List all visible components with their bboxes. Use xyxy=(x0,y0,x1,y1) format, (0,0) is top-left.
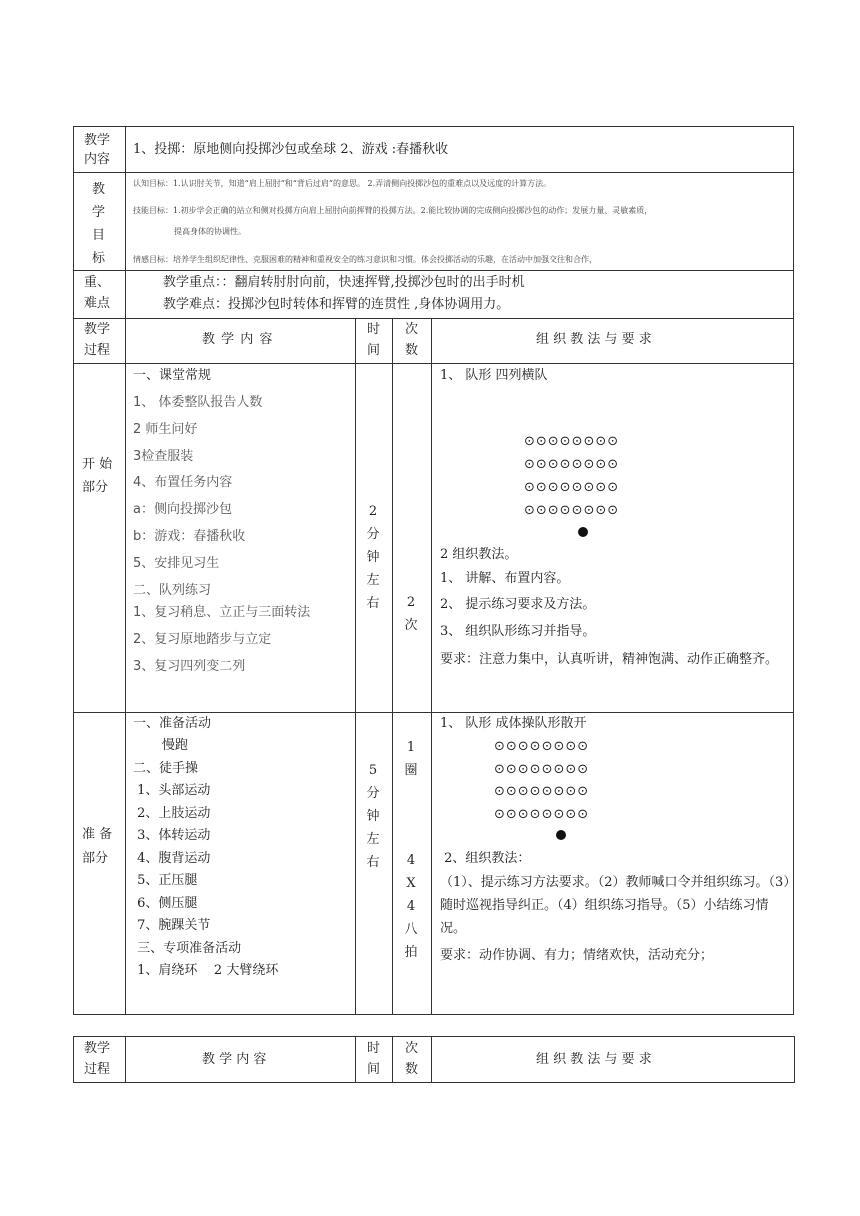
time-char: 钟 xyxy=(366,550,380,565)
list-item: 5、安排见习生 xyxy=(133,556,220,571)
count-header-2: 数 xyxy=(405,343,419,358)
time-header: 时 xyxy=(367,322,381,337)
list-item: 三、专项准备活动 xyxy=(133,941,242,956)
lesson-content: 1、投掷：原地侧向投掷沙包或垒球 2、游戏 :春播秋收 xyxy=(133,142,449,157)
teaching-difficulty: 教学难点：投掷沙包时转体和挥臂的连贯性 ,身体协调用力。 xyxy=(163,297,510,312)
prep-label-2: 部分 xyxy=(82,851,109,866)
student-row: ⊙⊙⊙⊙⊙⊙⊙⊙ xyxy=(494,807,590,822)
goals-label-char: 教 xyxy=(92,182,106,197)
list-item: 7、腕踝关节 xyxy=(133,918,211,933)
content-header: 教 学 内 容 xyxy=(202,1052,267,1067)
prep-time xyxy=(363,759,383,874)
list-item: a：侧向投掷沙包 xyxy=(133,502,232,517)
count-char: 次 xyxy=(404,618,418,633)
count-char: 4 xyxy=(406,853,416,868)
list-item: 1、头部运动 xyxy=(133,783,211,798)
list-item: 3检查服装 xyxy=(133,449,194,464)
count-header: 次 xyxy=(405,1041,419,1056)
list-item: 2、上肢运动 xyxy=(133,806,211,821)
start-requirement: 要求：注意力集中，认真听讲，精神饱满、动作正确整齐。 xyxy=(440,652,779,667)
goals-label-char: 标 xyxy=(92,251,106,266)
start-method-item: 2、 提示练习要求及方法。 xyxy=(440,597,596,612)
prep-count-beats xyxy=(401,849,421,964)
count-char: 1 xyxy=(406,740,416,755)
start-method-title: 2 组织教法。 xyxy=(440,547,518,562)
time-header-2: 间 xyxy=(367,343,381,358)
goals-label xyxy=(92,178,105,270)
count-char: 2 xyxy=(406,595,416,610)
count-char: 圈 xyxy=(404,763,418,778)
count-header: 次 xyxy=(405,322,419,337)
list-item: 一、准备活动 xyxy=(133,716,212,731)
start-time xyxy=(363,500,383,615)
list-item: 1、 体委整队报告人数 xyxy=(133,395,263,410)
goals-label-char: 学 xyxy=(92,205,106,220)
content-header: 教 学 内 容 xyxy=(202,332,273,347)
prep-requirement: 要求：动作协调、有力；情绪欢快，活动充分； xyxy=(440,948,714,963)
student-row: ⊙⊙⊙⊙⊙⊙⊙⊙ xyxy=(524,480,620,495)
affective-goal: 情感目标：培养学生组织纪律性、克服困难的精神和重视安全的练习意识和习惯。体会投掷活动的乐趣，在活动中加强交往和合作， xyxy=(133,255,597,264)
cognitive-goal: 认知目标：1.认识肘关节，知道“肩上屈肘”和“背后过肩”的意思。 2.弄清侧向投掷沙包的重难点以及远度的计算方法。 xyxy=(133,179,552,188)
list-item: 二、徒手操 xyxy=(133,761,199,776)
prep-methods: （1）、提示练习方法要求。（2）教师喊口令并组织练习。（3）随时巡视指导纠正。（4）组织练习指导。（5）小结练习情况。 xyxy=(440,875,790,936)
list-item: b：游戏：春播秋收 xyxy=(133,529,246,544)
list-item: 1、肩绕环 2 大臂绕环 xyxy=(133,963,279,978)
student-row: ⊙⊙⊙⊙⊙⊙⊙⊙ xyxy=(524,457,620,472)
time-char: 分 xyxy=(366,527,380,542)
time-char: 左 xyxy=(366,573,380,588)
time-char: 5 xyxy=(368,763,378,778)
time-char: 钟 xyxy=(366,809,380,824)
list-item: 2 师生问好 xyxy=(133,422,198,437)
start-label-2: 部分 xyxy=(82,480,109,495)
list-item: 一、课堂常规 xyxy=(133,368,212,383)
time-header: 时 xyxy=(367,1041,381,1056)
time-char: 右 xyxy=(366,596,380,611)
start-method-item: 1、 讲解、布置内容。 xyxy=(440,571,570,586)
prep-method-title: 2、组织教法： xyxy=(440,851,531,866)
list-item: 4、腹背运动 xyxy=(133,851,211,866)
start-method-item: 3、 组织队形练习并指导。 xyxy=(440,624,596,639)
time-char: 2 xyxy=(368,504,378,519)
student-row: ⊙⊙⊙⊙⊙⊙⊙⊙ xyxy=(494,784,590,799)
list-item: 2、复习原地踏步与立定 xyxy=(133,632,272,647)
teacher-marker xyxy=(556,830,566,840)
student-row: ⊙⊙⊙⊙⊙⊙⊙⊙ xyxy=(524,503,620,518)
process-header-2: 过程 xyxy=(84,343,111,358)
prep-formation-title: 1、 队形 成体操队形散开 xyxy=(440,716,587,731)
list-item: 6、侧压腿 xyxy=(133,896,198,911)
start-formation-title: 1、 队形 四列横队 xyxy=(440,368,548,383)
count-char: 八 xyxy=(404,922,418,937)
process-header: 教学 xyxy=(84,1041,111,1056)
time-char: 右 xyxy=(366,855,380,870)
method-header: 组 织 教 法 与 要 求 xyxy=(536,332,652,347)
content-label-2: 内容 xyxy=(84,152,111,167)
student-row: ⊙⊙⊙⊙⊙⊙⊙⊙ xyxy=(494,739,590,754)
student-row: ⊙⊙⊙⊙⊙⊙⊙⊙ xyxy=(494,762,590,777)
time-char: 分 xyxy=(366,786,380,801)
time-header-2: 间 xyxy=(367,1062,381,1077)
prep-label: 准 备 xyxy=(82,827,113,842)
method-header: 组 织 教 法 与 要 求 xyxy=(536,1052,652,1067)
content-label: 教学 xyxy=(84,133,111,148)
process-header-2: 过程 xyxy=(84,1062,111,1077)
list-item: 3、复习四列变二列 xyxy=(133,659,246,674)
count-header-2: 数 xyxy=(405,1062,419,1077)
list-item: 3、体转运动 xyxy=(133,828,211,843)
count-char: 拍 xyxy=(404,945,418,960)
count-char: X xyxy=(406,876,416,891)
list-item: 1、复习稍息、立正与三面转法 xyxy=(133,605,311,620)
start-label: 开 始 xyxy=(82,457,113,472)
key-label-2: 难点 xyxy=(84,296,111,311)
skill-goal: 技能目标：1.初步学会正确的站立和侧对投掷方向肩上屈肘向前挥臂的投掷方法。2.能比较协调的完成侧向投掷沙包的动作；发展力量、灵敏素质， xyxy=(133,206,653,215)
list-item: 4、布置任务内容 xyxy=(133,475,233,490)
teacher-marker xyxy=(578,527,588,537)
process-header: 教学 xyxy=(84,322,111,337)
prep-count-laps xyxy=(401,736,421,782)
list-item: 二、队列练习 xyxy=(133,583,212,598)
key-label: 重、 xyxy=(84,275,111,290)
count-char: 4 xyxy=(406,899,416,914)
time-char: 左 xyxy=(366,832,380,847)
student-row: ⊙⊙⊙⊙⊙⊙⊙⊙ xyxy=(524,434,620,449)
goals-label-char: 目 xyxy=(92,228,106,243)
skill-goal-cont: 提高身体的协调性。 xyxy=(174,227,246,236)
teaching-focus: 教学重点：：翻肩转肘肘向前，快速挥臂,投掷沙包时的出手时机 xyxy=(163,275,525,290)
list-item: 慢跑 xyxy=(133,738,188,753)
start-count xyxy=(401,591,421,637)
list-item: 5、正压腿 xyxy=(133,873,198,888)
